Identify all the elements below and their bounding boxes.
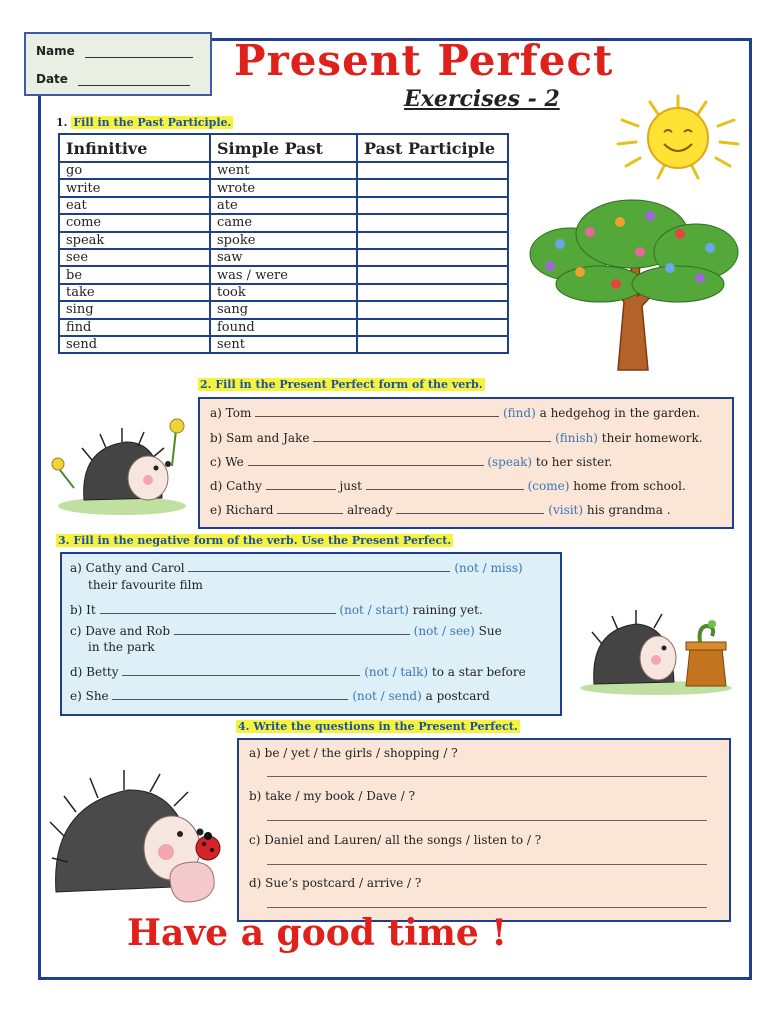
tree-icon [520, 192, 744, 372]
infinitive-cell: speak [59, 232, 210, 249]
item-prefix: d) Cathy [210, 479, 262, 493]
question-prompt: c) Daniel and Lauren/ all the songs / listen to / ? [249, 833, 542, 847]
section2-heading-text: 2. Fill in the Present Perfect form of the verb. [200, 378, 483, 391]
exercise-item [210, 478, 686, 493]
section1-heading [56, 116, 233, 129]
item-suffix: a postcard [425, 689, 490, 703]
answer-blank[interactable] [100, 602, 336, 614]
column-header: Simple Past [210, 134, 357, 162]
past-participle-input[interactable] [357, 232, 508, 249]
infinitive-cell: see [59, 249, 210, 266]
table-row [59, 197, 508, 214]
column-header: Infinitive [59, 134, 210, 162]
question-prompt: a) be / yet / the girls / shopping / ? [249, 746, 458, 760]
table-row [59, 336, 508, 353]
exercise-item [210, 454, 612, 469]
page-subtitle: Exercises - 2 [404, 86, 560, 112]
infinitive-cell: write [59, 179, 210, 196]
infinitive-cell: take [59, 284, 210, 301]
verb-hint: (come) [527, 479, 570, 493]
verb-hint: (not / talk) [364, 665, 429, 679]
answer-blank[interactable] [112, 688, 348, 700]
infinitive-cell: find [59, 319, 210, 336]
verb-hint: (not / see) [413, 624, 475, 638]
answer-blank[interactable] [255, 405, 499, 417]
simple-past-cell: took [210, 284, 357, 301]
table-row [59, 266, 508, 283]
section2-box [198, 397, 734, 529]
item-prefix: e) Richard [210, 503, 274, 517]
simple-past-cell: found [210, 319, 357, 336]
exercise-item [70, 623, 502, 638]
section4-heading [236, 720, 520, 733]
item-prefix: c) We [210, 455, 244, 469]
verb-hint: (not / miss) [454, 561, 523, 575]
table-row [59, 284, 508, 301]
exercise-item [70, 602, 483, 617]
past-participle-input[interactable] [357, 266, 508, 283]
past-participle-input[interactable] [357, 301, 508, 318]
exercise-item [70, 688, 490, 703]
past-participle-input[interactable] [357, 249, 508, 266]
exercise-item [70, 664, 526, 679]
infinitive-cell: be [59, 266, 210, 283]
answer-blank[interactable] [174, 623, 410, 635]
page-title: Present Perfect [234, 36, 614, 85]
item-prefix: c) Dave and Rob [70, 624, 171, 638]
item-adverb: already [347, 503, 393, 517]
verb-hint: (visit) [548, 503, 584, 517]
past-participle-input[interactable] [357, 179, 508, 196]
exercise-item [210, 405, 700, 420]
table-row [59, 214, 508, 231]
simple-past-cell: ate [210, 197, 357, 214]
hedgehog-with-pot-icon [576, 600, 740, 696]
date-label: Date [36, 72, 68, 86]
simple-past-cell: spoke [210, 232, 357, 249]
verb-hint: (speak) [487, 455, 533, 469]
answer-blank[interactable] [122, 664, 360, 676]
item-prefix: d) Betty [70, 665, 119, 679]
section4-heading-text: 4. Write the questions in the Present Perfect. [238, 720, 518, 733]
table-row [59, 162, 508, 179]
item-prefix: b) It [70, 603, 96, 617]
item-prefix: a) Tom [210, 406, 252, 420]
item-suffix: their homework. [601, 431, 703, 445]
simple-past-cell: went [210, 162, 357, 179]
exercise-item [70, 560, 523, 575]
table-row [59, 179, 508, 196]
section1-number: 1. [56, 116, 68, 129]
item-continuation: their favourite film [88, 578, 203, 592]
infinitive-cell: sing [59, 301, 210, 318]
verb-hint: (not / send) [352, 689, 422, 703]
name-date-box [24, 32, 212, 96]
item-suffix: to her sister. [535, 455, 613, 469]
past-participle-input[interactable] [357, 214, 508, 231]
sun-icon [612, 92, 744, 188]
table-header-row [59, 134, 508, 162]
item-prefix: a) Cathy and Carol [70, 561, 185, 575]
answer-blank[interactable] [313, 430, 551, 442]
answer-blank[interactable] [248, 454, 484, 466]
infinitive-cell: eat [59, 197, 210, 214]
date-field[interactable] [78, 75, 190, 86]
item-suffix: a hedgehog in the garden. [539, 406, 701, 420]
item-suffix: his grandma . [586, 503, 671, 517]
name-field[interactable] [85, 47, 193, 58]
item-prefix: b) Sam and Jake [210, 431, 310, 445]
simple-past-cell: wrote [210, 179, 357, 196]
past-participle-input[interactable] [357, 197, 508, 214]
answer-line[interactable] [267, 820, 707, 821]
table-row [59, 232, 508, 249]
answer-blank[interactable] [277, 502, 343, 514]
section4-box [237, 738, 731, 922]
infinitive-cell: go [59, 162, 210, 179]
section1-heading-text: Fill in the Past Participle. [73, 116, 232, 129]
section3-heading [56, 534, 453, 547]
past-participle-input[interactable] [357, 319, 508, 336]
verb-hint: (not / start) [339, 603, 409, 617]
question-prompt: b) take / my book / Dave / ? [249, 789, 416, 803]
table-row [59, 319, 508, 336]
answer-line[interactable] [267, 864, 707, 865]
verb-hint: (finish) [555, 431, 598, 445]
simple-past-cell: sang [210, 301, 357, 318]
answer-blank[interactable] [188, 560, 450, 572]
item-suffix: raining yet. [412, 603, 483, 617]
answer-blank[interactable] [266, 478, 336, 490]
exercise-item [210, 502, 671, 517]
simple-past-cell: came [210, 214, 357, 231]
item-continuation: in the park [88, 640, 155, 654]
simple-past-cell: saw [210, 249, 357, 266]
exercise-item [210, 430, 703, 445]
past-participle-input[interactable] [357, 162, 508, 179]
answer-blank[interactable] [366, 478, 524, 490]
item-prefix: e) She [70, 689, 109, 703]
closing-message: Have a good time ! [127, 912, 508, 954]
name-label: Name [36, 44, 75, 58]
infinitive-cell: send [59, 336, 210, 353]
section3-box [60, 552, 562, 716]
section3-heading-text: 3. Fill in the negative form of the verb. Use the Present Perfect. [58, 534, 452, 547]
item-adverb: just [339, 479, 362, 493]
table-row [59, 249, 508, 266]
section2-heading [198, 378, 485, 391]
simple-past-cell: sent [210, 336, 357, 353]
column-header: Past Participle [357, 134, 508, 162]
item-suffix: Sue [478, 624, 502, 638]
item-suffix: home from school. [573, 479, 686, 493]
past-participle-table [58, 133, 509, 354]
hedgehog-with-ladybug-icon [46, 766, 232, 906]
infinitive-cell: come [59, 214, 210, 231]
answer-line[interactable] [267, 907, 707, 908]
verb-hint: (find) [502, 406, 536, 420]
question-prompt: d) Sue’s postcard / arrive / ? [249, 876, 422, 890]
table-row [59, 301, 508, 318]
answer-blank[interactable] [396, 502, 544, 514]
past-participle-input[interactable] [357, 284, 508, 301]
item-suffix: to a star before [431, 665, 526, 679]
simple-past-cell: was / were [210, 266, 357, 283]
hedgehog-with-flower-icon [44, 408, 194, 516]
answer-line[interactable] [267, 776, 707, 777]
past-participle-input[interactable] [357, 336, 508, 353]
